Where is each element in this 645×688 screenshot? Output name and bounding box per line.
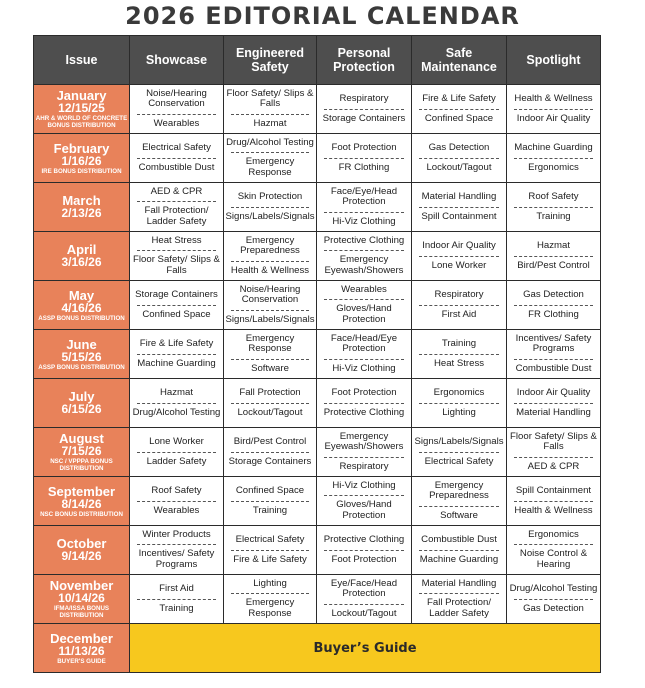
divider bbox=[514, 501, 593, 502]
topic-primary: Emergency Eyewash/Showers bbox=[324, 430, 404, 453]
topic-primary: Emergency Preparedness bbox=[240, 234, 300, 257]
issue-month: October bbox=[56, 536, 107, 551]
issue-date: 6/15/26 bbox=[61, 402, 102, 416]
topic-primary: Roof Safety bbox=[528, 191, 579, 202]
topic-primary: Wearables bbox=[341, 283, 387, 295]
divider bbox=[137, 501, 216, 502]
divider bbox=[231, 403, 309, 404]
divider bbox=[231, 310, 309, 311]
table-row bbox=[34, 575, 601, 624]
engineered-safety-cell bbox=[224, 85, 317, 134]
topic-primary: Noise/Hearing Conservation bbox=[146, 87, 207, 110]
topic-secondary: Heat Stress bbox=[433, 357, 485, 369]
topic-primary: Drug/Alcohol Testing bbox=[509, 583, 598, 594]
safe-maintenance-cell bbox=[412, 183, 507, 232]
topic-primary: Face/Eye/Head Protection bbox=[330, 185, 398, 208]
spotlight-cell bbox=[507, 526, 601, 575]
personal-protection-cell bbox=[317, 477, 412, 526]
topic-secondary: Indoor Air Quality bbox=[516, 112, 591, 124]
issue-cell bbox=[34, 281, 130, 330]
safe-maintenance-cell bbox=[412, 134, 507, 183]
issue-note: ASSP BONUS DISTRIBUTION bbox=[38, 314, 125, 322]
issue-cell bbox=[34, 379, 130, 428]
showcase-cell bbox=[130, 183, 224, 232]
personal-protection-cell bbox=[317, 428, 412, 477]
topic-secondary: Emergency Response bbox=[245, 156, 295, 178]
topic-secondary: Gas Detection bbox=[523, 602, 584, 614]
spotlight-cell bbox=[507, 134, 601, 183]
topic-primary: Foot Protection bbox=[331, 387, 397, 398]
issue-cell bbox=[34, 330, 130, 379]
issue-note: IFMA/ISSA BONUS DISTRIBUTION bbox=[53, 605, 110, 619]
issue-date: 11/13/26 bbox=[58, 643, 105, 658]
issue-month: June bbox=[66, 336, 97, 352]
topic-primary: Lighting bbox=[253, 577, 287, 589]
safe-maintenance-cell bbox=[412, 379, 507, 428]
safe-maintenance-cell bbox=[412, 330, 507, 379]
topic-secondary: AED & CPR bbox=[527, 460, 580, 472]
topic-secondary: Spill Containment bbox=[421, 210, 497, 222]
issue-cell bbox=[34, 183, 130, 232]
topic-secondary: Health & Wellness bbox=[514, 504, 593, 516]
personal-protection-cell bbox=[317, 232, 412, 281]
table-row bbox=[34, 183, 601, 232]
topic-secondary: Foot Protection bbox=[331, 553, 397, 565]
header-personal-protection: Personal Protection bbox=[317, 36, 412, 85]
engineered-safety-cell bbox=[224, 330, 317, 379]
topic-primary: Hi-Viz Clothing bbox=[332, 479, 396, 491]
topic-primary: First Aid bbox=[159, 583, 194, 594]
personal-protection-cell bbox=[317, 183, 412, 232]
topic-secondary: First Aid bbox=[441, 308, 477, 320]
divider bbox=[137, 158, 216, 159]
issue-month: September bbox=[47, 483, 116, 499]
personal-protection-cell bbox=[317, 330, 412, 379]
topic-secondary: FR Clothing bbox=[338, 161, 390, 173]
issue-date: 9/14/26 bbox=[61, 549, 102, 563]
topic-secondary: Software bbox=[251, 362, 289, 374]
divider bbox=[137, 250, 216, 251]
issue-date: 4/16/26 bbox=[61, 300, 102, 315]
topic-primary: Hazmat bbox=[159, 387, 194, 398]
topic-secondary: Gloves/Hand Protection bbox=[336, 303, 392, 325]
spotlight-cell bbox=[507, 183, 601, 232]
issue-month: May bbox=[68, 287, 95, 303]
divider bbox=[419, 593, 499, 594]
divider bbox=[514, 158, 593, 159]
topic-secondary: Lockout/Tagout bbox=[237, 406, 303, 418]
topic-primary: Noise/Hearing Conservation bbox=[239, 283, 301, 306]
topic-secondary: Hazmat bbox=[253, 117, 287, 129]
spotlight-cell bbox=[507, 281, 601, 330]
topic-primary: Roof Safety bbox=[151, 485, 202, 496]
topic-secondary: Fall Protection/ Ladder Safety bbox=[144, 205, 209, 227]
issue-date: 3/16/26 bbox=[61, 255, 102, 269]
divider bbox=[231, 261, 309, 262]
spotlight-cell bbox=[507, 330, 601, 379]
topic-primary: Incentives/ Safety Programs bbox=[515, 332, 592, 355]
divider bbox=[419, 354, 499, 355]
divider bbox=[137, 452, 216, 453]
issue-cell bbox=[34, 526, 130, 575]
topic-primary: Indoor Air Quality bbox=[516, 387, 591, 398]
topic-primary: Gas Detection bbox=[428, 142, 490, 153]
divider bbox=[324, 158, 404, 159]
issue-cell bbox=[34, 624, 130, 673]
spotlight-cell bbox=[507, 477, 601, 526]
topic-primary: Heat Stress bbox=[151, 234, 202, 246]
issue-date: 2/13/26 bbox=[61, 206, 102, 220]
personal-protection-cell bbox=[317, 575, 412, 624]
showcase-cell bbox=[130, 526, 224, 575]
showcase-cell bbox=[130, 477, 224, 526]
spotlight-cell bbox=[507, 85, 601, 134]
issue-note: AHR & WORLD OF CONCRETE BONUS DISTRIBUTION bbox=[35, 115, 128, 129]
topic-secondary: Fall Protection/ Ladder Safety bbox=[427, 597, 491, 619]
topic-secondary: Bird/Pest Control bbox=[517, 259, 590, 271]
table-row bbox=[34, 85, 601, 134]
divider bbox=[231, 452, 309, 453]
table-row-december bbox=[34, 624, 601, 673]
topic-secondary: Emergency Response bbox=[245, 597, 295, 619]
topic-primary: Foot Protection bbox=[331, 142, 397, 153]
topic-primary: Gas Detection bbox=[523, 289, 584, 300]
issue-date: 8/14/26 bbox=[61, 496, 102, 511]
topic-secondary: Software bbox=[440, 509, 478, 521]
issue-cell bbox=[34, 232, 130, 281]
topic-secondary: Protective Clothing bbox=[323, 406, 405, 418]
divider bbox=[231, 152, 309, 153]
divider bbox=[514, 305, 593, 306]
divider bbox=[324, 457, 404, 458]
personal-protection-cell bbox=[317, 281, 412, 330]
topic-secondary: Hi-Viz Clothing bbox=[332, 362, 396, 374]
divider bbox=[324, 604, 404, 605]
engineered-safety-cell bbox=[224, 134, 317, 183]
topic-secondary: Signs/Labels/Signals bbox=[225, 313, 315, 325]
issue-date: 1/16/26 bbox=[61, 153, 102, 168]
topic-secondary: Training bbox=[252, 504, 288, 516]
topic-secondary: Ergonomics bbox=[528, 161, 579, 173]
engineered-safety-cell bbox=[224, 379, 317, 428]
topic-primary: Training bbox=[441, 338, 477, 349]
topic-secondary: Lone Worker bbox=[431, 259, 487, 271]
safe-maintenance-cell bbox=[412, 428, 507, 477]
issue-note: NSC / VPPPA BONUS DISTRIBUTION bbox=[50, 458, 113, 472]
divider bbox=[419, 158, 499, 159]
topic-primary: Material Handling bbox=[421, 191, 497, 202]
issue-note: NSC BONUS DISTRIBUTION bbox=[40, 510, 123, 518]
issue-cell bbox=[34, 428, 130, 477]
topic-primary: Lone Worker bbox=[149, 436, 204, 447]
table-row bbox=[34, 281, 601, 330]
topic-secondary: Machine Guarding bbox=[137, 357, 216, 369]
topic-primary: Emergency Preparedness bbox=[429, 479, 489, 502]
issue-month: August bbox=[59, 431, 104, 446]
table-row bbox=[34, 330, 601, 379]
showcase-cell bbox=[130, 428, 224, 477]
divider bbox=[231, 501, 309, 502]
topic-secondary: Noise Control & Hearing bbox=[519, 548, 588, 570]
issue-date: 5/15/26 bbox=[61, 349, 102, 364]
header-spotlight: Spotlight bbox=[507, 36, 601, 85]
issue-date: 12/15/25 bbox=[58, 101, 105, 115]
divider bbox=[137, 354, 216, 355]
spotlight-cell bbox=[507, 575, 601, 624]
topic-primary: Respiratory bbox=[434, 289, 484, 300]
divider bbox=[137, 305, 216, 306]
issue-cell bbox=[34, 134, 130, 183]
showcase-cell bbox=[130, 379, 224, 428]
issue-month: April bbox=[66, 242, 97, 257]
topic-secondary: Lockout/Tagout bbox=[331, 607, 397, 619]
topic-secondary: Training bbox=[536, 210, 571, 222]
safe-maintenance-cell bbox=[412, 232, 507, 281]
topic-primary: Machine Guarding bbox=[514, 142, 593, 153]
safe-maintenance-cell bbox=[412, 526, 507, 575]
topic-secondary: Emergency Eyewash/Showers bbox=[324, 254, 404, 276]
divider bbox=[324, 550, 404, 551]
table-row bbox=[34, 379, 601, 428]
divider bbox=[137, 544, 216, 545]
personal-protection-cell bbox=[317, 379, 412, 428]
table-row bbox=[34, 232, 601, 281]
topic-primary: Face/Head/Eye Protection bbox=[330, 332, 398, 355]
topic-secondary: Lighting bbox=[442, 406, 476, 418]
topic-secondary: Fire & Life Safety bbox=[233, 553, 307, 565]
divider bbox=[514, 599, 593, 600]
issue-month: July bbox=[68, 389, 95, 404]
divider bbox=[514, 207, 593, 208]
divider bbox=[137, 201, 216, 202]
divider bbox=[419, 109, 499, 110]
topic-secondary: Storage Containers bbox=[228, 455, 312, 467]
engineered-safety-cell bbox=[224, 526, 317, 575]
issue-note: BUYER'S GUIDE bbox=[57, 657, 106, 665]
topic-secondary: Training bbox=[159, 602, 194, 614]
issue-month: January bbox=[56, 88, 107, 103]
topic-primary: Protective Clothing bbox=[323, 234, 405, 246]
header-row bbox=[34, 36, 601, 85]
divider bbox=[324, 359, 404, 360]
topic-primary: Fall Protection bbox=[239, 387, 301, 398]
topic-primary: Spill Containment bbox=[515, 485, 592, 496]
divider bbox=[419, 403, 499, 404]
topic-secondary: Lockout/Tagout bbox=[426, 161, 492, 173]
topic-primary: Signs/Labels/Signals bbox=[414, 436, 504, 447]
topic-secondary: Machine Guarding bbox=[419, 553, 499, 565]
divider bbox=[137, 403, 216, 404]
header-safe-maintenance: Safe Maintenance bbox=[412, 36, 507, 85]
topic-primary: Combustible Dust bbox=[421, 534, 497, 545]
table-row bbox=[34, 134, 601, 183]
divider bbox=[514, 359, 593, 360]
showcase-cell bbox=[130, 330, 224, 379]
topic-secondary: Electrical Safety bbox=[424, 455, 494, 467]
topic-secondary: Floor Safety/ Slips & Falls bbox=[133, 254, 220, 276]
topic-secondary: FR Clothing bbox=[528, 308, 579, 320]
issue-cell bbox=[34, 575, 130, 624]
topic-secondary: Drug/Alcohol Testing bbox=[132, 406, 221, 418]
topic-primary: Eye/Face/Head Protection bbox=[330, 577, 398, 600]
topic-secondary: Ladder Safety bbox=[146, 455, 207, 467]
header-engineered-safety: Engineered Safety bbox=[224, 36, 317, 85]
issue-note: ASSP BONUS DISTRIBUTION bbox=[38, 363, 125, 371]
issue-month: February bbox=[53, 140, 110, 156]
divider bbox=[419, 305, 499, 306]
divider bbox=[324, 250, 404, 251]
spotlight-cell bbox=[507, 379, 601, 428]
engineered-safety-cell bbox=[224, 477, 317, 526]
table-row bbox=[34, 428, 601, 477]
issue-cell bbox=[34, 85, 130, 134]
divider bbox=[514, 109, 593, 110]
safe-maintenance-cell bbox=[412, 281, 507, 330]
table-row bbox=[34, 477, 601, 526]
personal-protection-cell bbox=[317, 526, 412, 575]
topic-secondary: Health & Wellness bbox=[230, 264, 310, 276]
topic-primary: Emergency Response bbox=[245, 332, 295, 355]
header-showcase: Showcase bbox=[130, 36, 224, 85]
topic-secondary: Wearables bbox=[153, 504, 200, 516]
topic-primary: Protective Clothing bbox=[323, 534, 405, 545]
topic-primary: Drug/Alcohol Testing bbox=[226, 136, 314, 148]
divider bbox=[324, 403, 404, 404]
engineered-safety-cell bbox=[224, 183, 317, 232]
topic-primary: Skin Protection bbox=[237, 191, 303, 202]
topic-primary: AED & CPR bbox=[150, 185, 203, 197]
divider bbox=[137, 114, 216, 115]
topic-primary: Winter Products bbox=[142, 528, 211, 540]
topic-primary: Respiratory bbox=[339, 93, 389, 104]
topic-secondary: Confined Space bbox=[142, 308, 211, 320]
topic-secondary: Respiratory bbox=[339, 460, 389, 472]
topic-secondary: Material Handling bbox=[516, 406, 591, 418]
safe-maintenance-cell bbox=[412, 477, 507, 526]
showcase-cell bbox=[130, 134, 224, 183]
topic-primary: Ergonomics bbox=[433, 387, 485, 398]
divider bbox=[324, 495, 404, 496]
showcase-cell bbox=[130, 575, 224, 624]
engineered-safety-cell bbox=[224, 281, 317, 330]
topic-secondary: Gloves/Hand Protection bbox=[336, 499, 392, 521]
topic-primary: Ergonomics bbox=[528, 528, 579, 540]
divider bbox=[419, 256, 499, 257]
divider bbox=[231, 593, 309, 594]
buyers-guide-banner: Buyer’s Guide bbox=[130, 624, 601, 673]
showcase-cell bbox=[130, 85, 224, 134]
editorial-calendar-table bbox=[33, 35, 601, 673]
topic-primary: Bird/Pest Control bbox=[233, 436, 307, 447]
topic-primary: Floor Safety/ Slips & Falls bbox=[226, 87, 314, 110]
topic-primary: Storage Containers bbox=[135, 289, 218, 300]
issue-note: IRE BONUS DISTRIBUTION bbox=[41, 167, 122, 175]
topic-primary: Fire & Life Safety bbox=[139, 338, 214, 349]
topic-primary: Hazmat bbox=[536, 240, 571, 251]
divider bbox=[231, 359, 309, 360]
issue-month: December bbox=[50, 630, 113, 646]
divider bbox=[137, 599, 216, 600]
topic-primary: Electrical Safety bbox=[142, 142, 211, 153]
personal-protection-cell bbox=[317, 134, 412, 183]
topic-secondary: Wearables bbox=[153, 117, 200, 129]
divider bbox=[324, 299, 404, 300]
topic-primary: Floor Safety/ Slips & Falls bbox=[510, 430, 597, 453]
engineered-safety-cell bbox=[224, 575, 317, 624]
divider bbox=[419, 550, 499, 551]
divider bbox=[514, 403, 593, 404]
issue-date: 7/15/26 bbox=[61, 444, 102, 458]
divider bbox=[514, 256, 593, 257]
topic-secondary: Combustible Dust bbox=[138, 161, 215, 173]
divider bbox=[419, 452, 499, 453]
topic-secondary: Combustible Dust bbox=[515, 362, 592, 374]
spotlight-cell bbox=[507, 428, 601, 477]
issue-month: March bbox=[62, 193, 101, 208]
safe-maintenance-cell bbox=[412, 85, 507, 134]
issue-date: 10/14/26 bbox=[58, 591, 105, 605]
topic-secondary: Hi-Viz Clothing bbox=[332, 215, 396, 227]
divider bbox=[419, 207, 499, 208]
divider bbox=[419, 506, 499, 507]
topic-primary: Material Handling bbox=[421, 577, 497, 589]
engineered-safety-cell bbox=[224, 428, 317, 477]
topic-secondary: Signs/Labels/Signals bbox=[225, 210, 315, 222]
divider bbox=[231, 114, 309, 115]
topic-primary: Health & Wellness bbox=[514, 93, 593, 104]
page-title: 2026 EDITORIAL CALENDAR bbox=[125, 2, 520, 30]
divider bbox=[514, 544, 593, 545]
table-row bbox=[34, 526, 601, 575]
showcase-cell bbox=[130, 281, 224, 330]
topic-primary: Indoor Air Quality bbox=[422, 240, 496, 251]
issue-cell bbox=[34, 477, 130, 526]
personal-protection-cell bbox=[317, 85, 412, 134]
issue-month: November bbox=[49, 578, 114, 593]
divider bbox=[231, 550, 309, 551]
spotlight-cell bbox=[507, 232, 601, 281]
safe-maintenance-cell bbox=[412, 575, 507, 624]
topic-secondary: Confined Space bbox=[424, 112, 494, 124]
topic-primary: Electrical Safety bbox=[235, 534, 305, 545]
topic-secondary: Storage Containers bbox=[322, 112, 406, 124]
divider bbox=[231, 207, 309, 208]
divider bbox=[324, 109, 404, 110]
topic-secondary: Incentives/ Safety Programs bbox=[138, 548, 215, 570]
header-issue: Issue bbox=[34, 36, 130, 85]
engineered-safety-cell bbox=[224, 232, 317, 281]
divider bbox=[514, 457, 593, 458]
topic-primary: Confined Space bbox=[235, 485, 305, 496]
topic-primary: Fire & Life Safety bbox=[422, 93, 496, 104]
divider bbox=[324, 212, 404, 213]
showcase-cell bbox=[130, 232, 224, 281]
